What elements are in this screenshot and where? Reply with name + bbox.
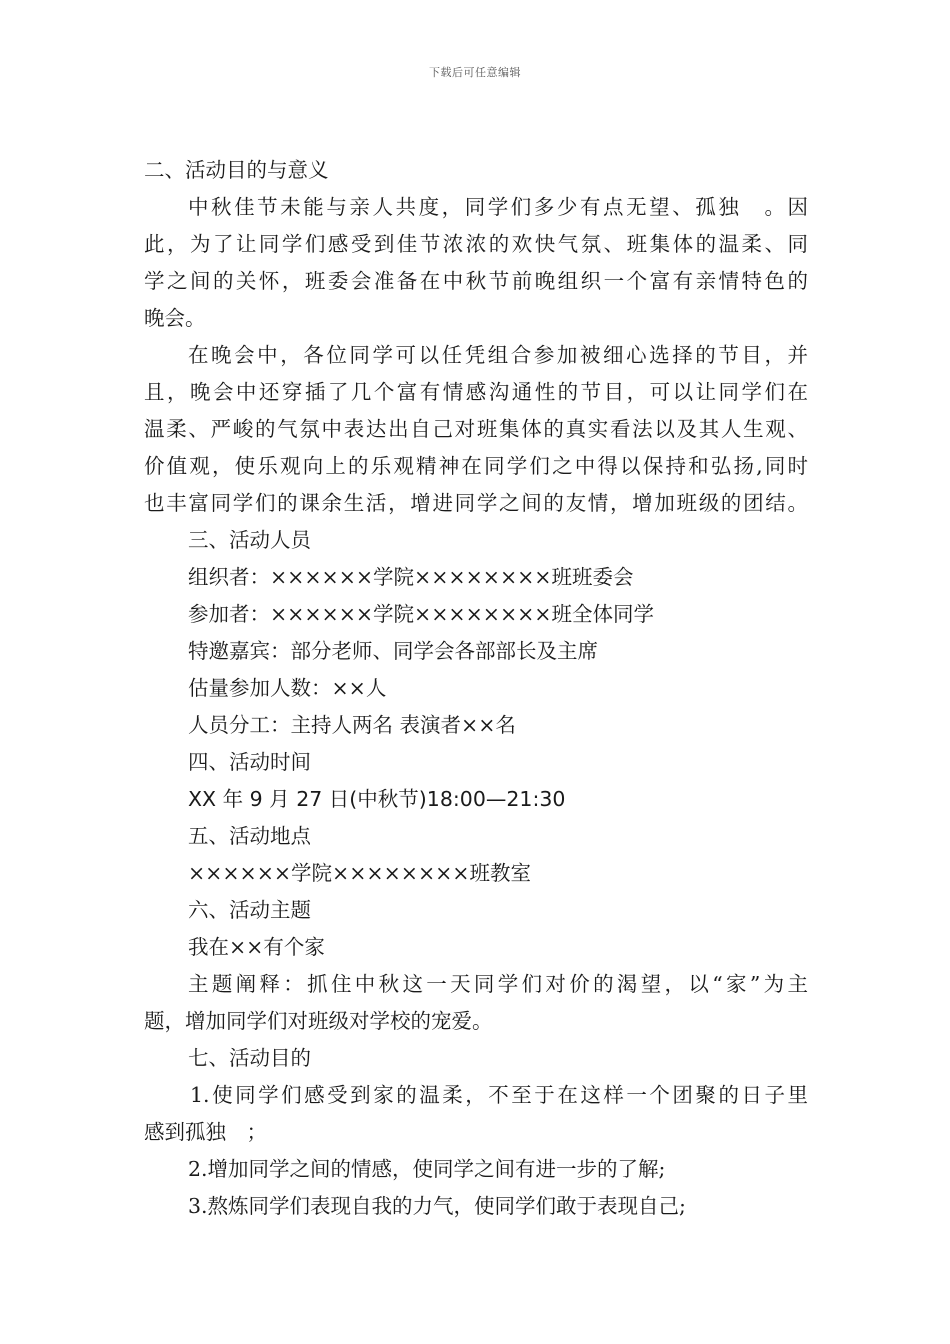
- theme-explanation-line-1: 主题阐释：抓住中秋这一天同学们对价的渴望，以“家”为主: [188, 972, 808, 996]
- organizer-line: 组织者：××××××学院××××××××班班委会: [188, 565, 634, 589]
- paragraph-2-line-4: 价值观，使乐观向上的乐观精神在同学们之中得以保持和弘扬,同时: [144, 454, 808, 478]
- section-heading-purpose: 二、活动目的与意义: [144, 158, 329, 182]
- section-heading-place: 五、活动地点: [188, 824, 311, 848]
- section-heading-personnel: 三、活动人员: [188, 528, 311, 552]
- estimate-line: 估量参加人数：××人: [188, 676, 387, 700]
- paragraph-2-line-1: 在晚会中，各位同学可以任凭组合参加被细心选择的节目，并: [188, 343, 808, 367]
- time-line: XX 年 9 月 27 日(中秋节)18:00—21:30: [188, 787, 566, 811]
- division-line: 人员分工：主持人两名 表演者××名: [188, 713, 516, 737]
- place-line: ××××××学院××××××××班教室: [188, 861, 531, 885]
- document-body: [144, 152, 808, 1225]
- participants-line: 参加者：××××××学院××××××××班全体同学: [188, 602, 654, 626]
- paragraph-2-line-5: 也丰富同学们的课余生活，增进同学之间的友情，增加班级的团结。: [144, 491, 808, 515]
- paragraph-1-line-4: 晚会。: [144, 306, 206, 330]
- paragraph-2-line-3: 温柔、严峻的气氛中表达出自己对班集体的真实看法以及其人生观、: [144, 417, 808, 441]
- goal-3-line: 3.熬炼同学们表现自我的力气，使同学们敢于表现自己;: [188, 1194, 686, 1218]
- paragraph-1-line-3: 学之间的关怀，班委会准备在中秋节前晚组织一个富有亲情特色的: [144, 269, 808, 293]
- guests-line: 特邀嘉宾：部分老师、同学会各部部长及主席: [188, 639, 598, 663]
- goal-2-line: 2.增加同学之间的情感，使同学之间有进一步的了解;: [188, 1157, 666, 1181]
- paragraph-1-line-1: 中秋佳节未能与亲人共度，同学们多少有点无望、孤独 。因: [188, 195, 808, 219]
- section-heading-theme: 六、活动主题: [188, 898, 311, 922]
- goal-1-line-1: 1.使同学们感受到家的温柔，不至于在这样一个团聚的日子里: [190, 1083, 808, 1107]
- theme-line: 我在××有个家: [188, 935, 325, 959]
- page-header-note: 下载后可任意编辑: [429, 66, 521, 79]
- paragraph-1-line-2: 此，为了让同学们感受到佳节浓浓的欢快气氛、班集体的温柔、同: [144, 232, 808, 256]
- goal-1-line-2: 感到孤独 ；: [144, 1120, 267, 1144]
- section-heading-time: 四、活动时间: [188, 750, 311, 774]
- theme-explanation-line-2: 题，增加同学们对班级对学校的宠爱。: [144, 1009, 493, 1033]
- paragraph-2-line-2: 且，晚会中还穿插了几个富有情感沟通性的节目，可以让同学们在: [144, 380, 808, 404]
- section-heading-goals: 七、活动目的: [188, 1046, 311, 1070]
